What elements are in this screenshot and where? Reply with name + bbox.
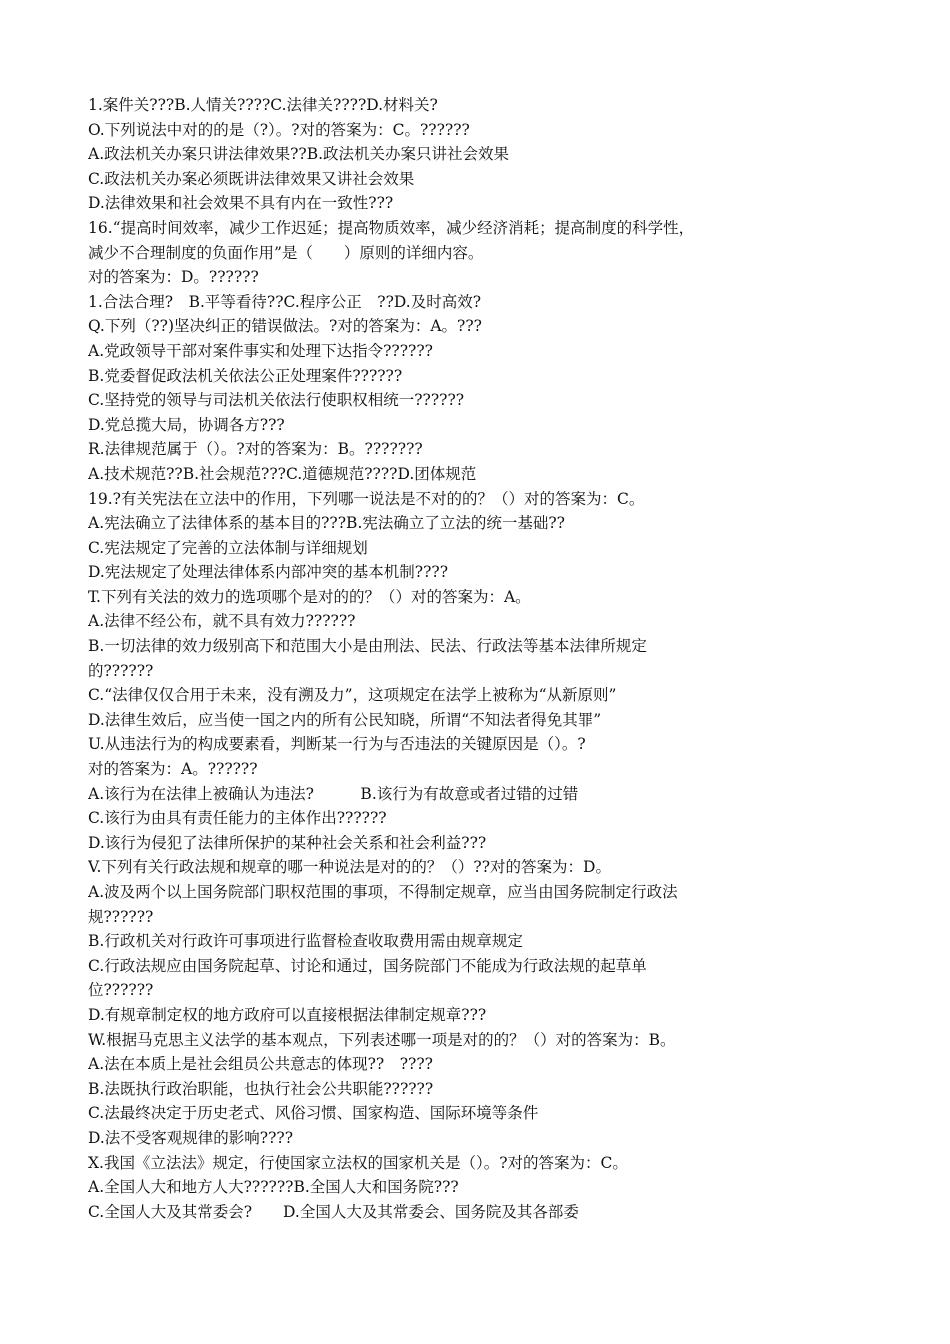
text-line-34: 规?????? — [88, 907, 154, 926]
text-line-3: A.政法机关办案只讲法律效果??B.政法机关办案只讲社会效果 — [88, 145, 510, 164]
text-line-41: B.法既执行政治职能，也执行社会公共职能?????? — [88, 1079, 434, 1098]
text-line-21: T.下列有关法的效力的选项哪个是对的的？（）对的答案为：A。 — [88, 587, 531, 606]
text-line-24: 的?????? — [88, 661, 154, 680]
text-line-44: X.我国《立法法》规定，行使国家立法权的国家机关是（）。?对的答案为：C。 — [88, 1153, 628, 1172]
document-page — [88, 93, 852, 1224]
text-line-2: O.下列说法中对的的是（?）。?对的答案为：C。?????? — [88, 120, 470, 139]
text-line-27: U.从违法行为的构成要素看，判断某一行为与否违法的关键原因是（）。? — [88, 735, 586, 754]
text-line-12: B.党委督促政法机关依法公正处理案件?????? — [88, 366, 403, 385]
text-line-37: 位?????? — [88, 981, 154, 1000]
text-line-20: D.宪法规定了处理法律体系内部冲突的基本机制???? — [88, 563, 449, 582]
text-line-38: D.有规章制定权的地方政府可以直接根据法律制定规章??? — [88, 1005, 487, 1024]
text-line-33: A.波及两个以上国务院部门职权范围的事项，不得制定规章，应当由国务院制定行政法 — [88, 883, 678, 901]
text-line-23: B.一切法律的效力级别高下和范围大小是由刑法、民法、行政法等基本法律所规定 — [88, 637, 647, 656]
text-line-5: D.法律效果和社会效果不具有内在一致性??? — [88, 194, 394, 213]
text-line-42: C.法最终决定于历史老式、风俗习惯、国家构造、国际环境等条件 — [88, 1104, 539, 1123]
text-line-9: 1.合法合理? B.平等看待??C.程序公正 ??D.及时高效? — [88, 292, 482, 311]
text-line-4: C.政法机关办案必须既讲法律效果又讲社会效果 — [88, 169, 415, 188]
text-line-26: D.法律生效后，应当使一国之内的所有公民知晓，所谓“不知法者得免其罪” — [88, 710, 602, 729]
text-line-10: Q.下列（??)坚决纠正的错误做法。?对的答案为：A。??? — [88, 317, 482, 336]
text-line-6: 16.“提高时间效率，减少工作迟延；提高物质效率，减少经济消耗；提高制度的科学性， — [88, 218, 695, 237]
text-line-11: A.党政领导干部对案件事实和处理下达指令?????? — [88, 341, 433, 360]
text-line-18: A.宪法确立了法律体系的基本目的???B.宪法确立了立法的统一基础?? — [88, 514, 565, 533]
text-line-35: B.行政机关对行政许可事项进行监督检查收取费用需由规章规定 — [88, 932, 523, 951]
text-line-46: C.全国人大及其常委会? D.全国人大及其常委会、国务院及其各部委 — [88, 1202, 579, 1221]
text-line-28: 对的答案为：A。?????? — [88, 760, 258, 779]
text-line-39: W.根据马克思主义法学的基本观点，下列表述哪一项是对的的？（）对的答案为：B。 — [88, 1030, 676, 1049]
text-line-16: A.技术规范??B.社会规范???C.道德规范????D.团体规范 — [88, 464, 477, 483]
text-line-25: C.“法律仅仅合用于未来，没有溯及力”，这项规定在法学上被称为“从新原则” — [88, 686, 617, 705]
text-line-22: A.法律不经公布，就不具有效力?????? — [88, 612, 356, 631]
text-line-13: C.坚持党的领导与司法机关依法行使职权相统一?????? — [88, 391, 465, 410]
text-line-30: C.该行为由具有责任能力的主体作出?????? — [88, 809, 387, 828]
text-line-31: D.该行为侵犯了法律所保护的某种社会关系和社会利益??? — [88, 833, 487, 852]
text-line-17: 19.?有关宪法在立法中的作用，下列哪一说法是不对的的？（）对的答案为：C。 — [88, 489, 645, 508]
text-line-40: A.法在本质上是社会组员公共意志的体现?? ???? — [88, 1055, 433, 1074]
text-line-32: V.下列有关行政法规和规章的哪一种说法是对的的？（）??对的答案为：D。 — [88, 858, 611, 877]
text-line-14: D.党总揽大局，协调各方??? — [88, 415, 285, 434]
text-line-43: D.法不受客观规律的影响???? — [88, 1128, 294, 1147]
text-line-19: C.宪法规定了完善的立法体制与详细规划 — [88, 538, 368, 557]
text-line-36: C.行政法规应由国务院起草、讨论和通过，国务院部门不能成为行政法规的起草单 — [88, 956, 647, 975]
text-line-7: 减少不合理制度的负面作用”是（ ）原则的详细内容。 — [88, 243, 484, 262]
text-line-8: 对的答案为：D。?????? — [88, 268, 259, 287]
text-line-29: A.该行为在法律上被确认为违法? B.该行为有故意或者过错的过错 — [88, 784, 579, 803]
text-line-15: R.法律规范属于（）。?对的答案为：B。??????? — [88, 440, 423, 459]
text-line-1: 1.案件关???B.人情关????C.法律关????D.材料关? — [88, 96, 438, 114]
text-line-45: A.全国人大和地方人大??????B.全国人大和国务院??? — [88, 1178, 459, 1197]
